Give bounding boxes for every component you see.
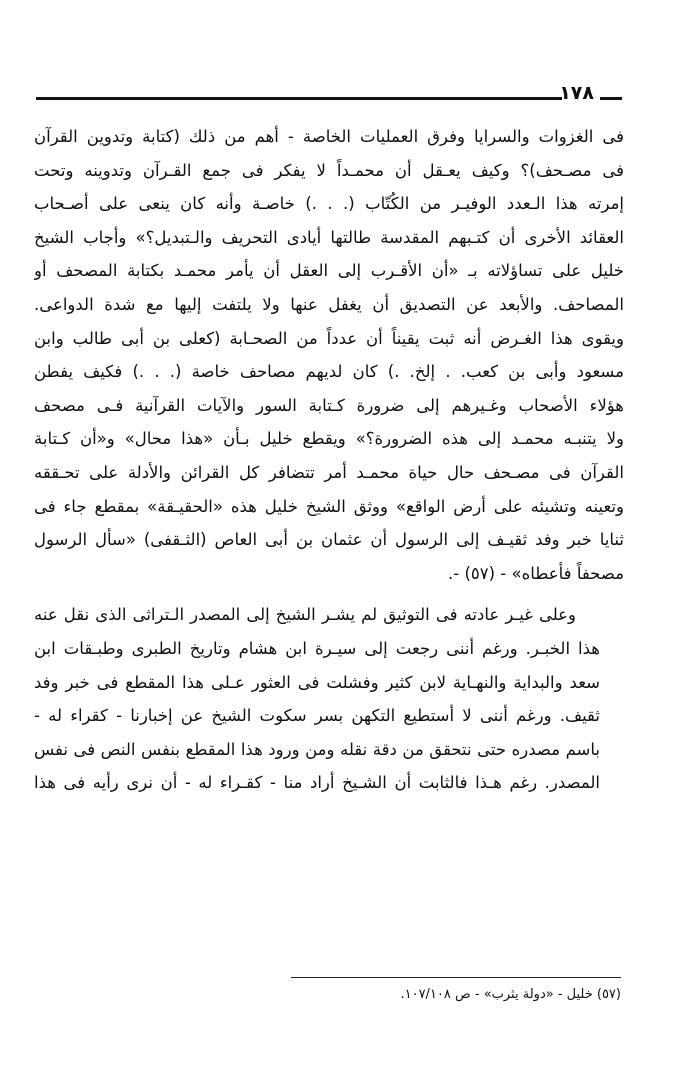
text-line: مسعود وأبى بن كعب. . إلخ. .) كان لديهم مصاحف خاصة (. . .) فكيف يفطن — [34, 362, 624, 382]
text-line: باسم مصدره حتى نتحقق من دقة نقله ومن ورود هذا المقطع بنفس النص فى نفس — [34, 739, 600, 759]
text-line: فى الغزوات والسرايا وفرق العمليات الخاصة - أهم من ذلك (كتابة وتدوين القرآن — [34, 127, 624, 146]
text-line: ثنايا خبر وفد ثقيـف إلى الرسول أن عثمان بن أبى العاص (الثـقفى) «سأل الرسول — [34, 530, 624, 550]
page-number: ١٧٨ — [559, 82, 594, 104]
footnote-separator — [291, 977, 621, 978]
text-line: إمرته هذا الـعدد الوفيـر من الكُتّاب (. . .) خاصـة وأنه كان ينعى على أصـحاب — [34, 194, 624, 214]
text-line: فى مصـحف)؟ وكيف يعـقل أن محمـداً لا يفكر فى جمع القـرآن وتدوينه وتحت — [34, 160, 624, 180]
text-line: سعد والبداية والنهـاية لابن كثير وفشلت فى العثور عـلى هذا المقطع فى خبر وفد — [34, 672, 600, 692]
header-rule-short — [600, 97, 622, 100]
paragraph — [34, 120, 624, 590]
text-line: المصاحف. والأبعد عن التصديق أن يغفل عنها ولا يلتفت إليها مع شدة الدواعى. — [34, 294, 624, 314]
header-rule — [36, 97, 562, 100]
text-line: وعلى غيـر عادته فى التوثيق لم يشـر الشيخ إلى المصدر الـتراثى الذى نقل عنه — [34, 605, 576, 625]
footnote: (٥٧) خليل - «دولة يثرب» - ص ١٠٧/١٠٨. — [400, 987, 621, 1002]
text-line: خليل على تساؤلاته بـ «أن الأقـرب إلى العقل أن يأمر محمـد بكتابة المصحف أو — [34, 261, 624, 281]
page-header — [36, 82, 622, 108]
text-line: المصدر. رغم هـذا فالثابت أن الشـيخ أراد منا - كقـراء له - أن نرى رأيه فى هذا — [34, 773, 600, 793]
text-line: ويقوى هذا الغـرض أنه ثبت يقيناً أن عدداً من الصحـابة (كعلى بن أبى طالب وابن — [34, 328, 624, 348]
text-line: ولا يتنبـه محمـد إلى هذه الضرورة؟» ويقطع خليل بـأن «هذا محال» و«أن كـتابة — [34, 429, 624, 449]
text-line: مصحفاً فأعطاه» - (٥٧) -. — [448, 563, 624, 583]
text-line: وتعينه وتشيئه على أرض الواقع» ووثق الشيخ خليل هذه «الحقيـقة» بمقطع جاء فى — [34, 496, 624, 516]
text-line: القرآن فى مصـحف حال حياة محمـد أمر تتضافر كل القرائن والأدلة على تحـققه — [34, 462, 624, 482]
text-line: هؤلاء الأصحاب وغـيرهم إلى ضرورة كـتابة السور والآيات القرآنية فـى مصحف — [34, 395, 624, 415]
text-line: العقائد الأخرى أن كتـبهم المقدسة طالتها أيادى التحريف والـتبديل؟» وأجاب الشيخ — [34, 227, 624, 247]
text-line: هذا الخبـر. ورغم أننى رجعت إلى سيـرة ابن هشام وتاريخ الطبرى وطبـقات ابن — [34, 638, 600, 658]
paragraph — [34, 598, 624, 800]
text-line: ثقيف. ورغم أننى لا أستطيع التكهن بسر سكوت الشيخ عن إخبارنا - كقراء له - — [34, 706, 600, 726]
body-text — [34, 120, 624, 800]
